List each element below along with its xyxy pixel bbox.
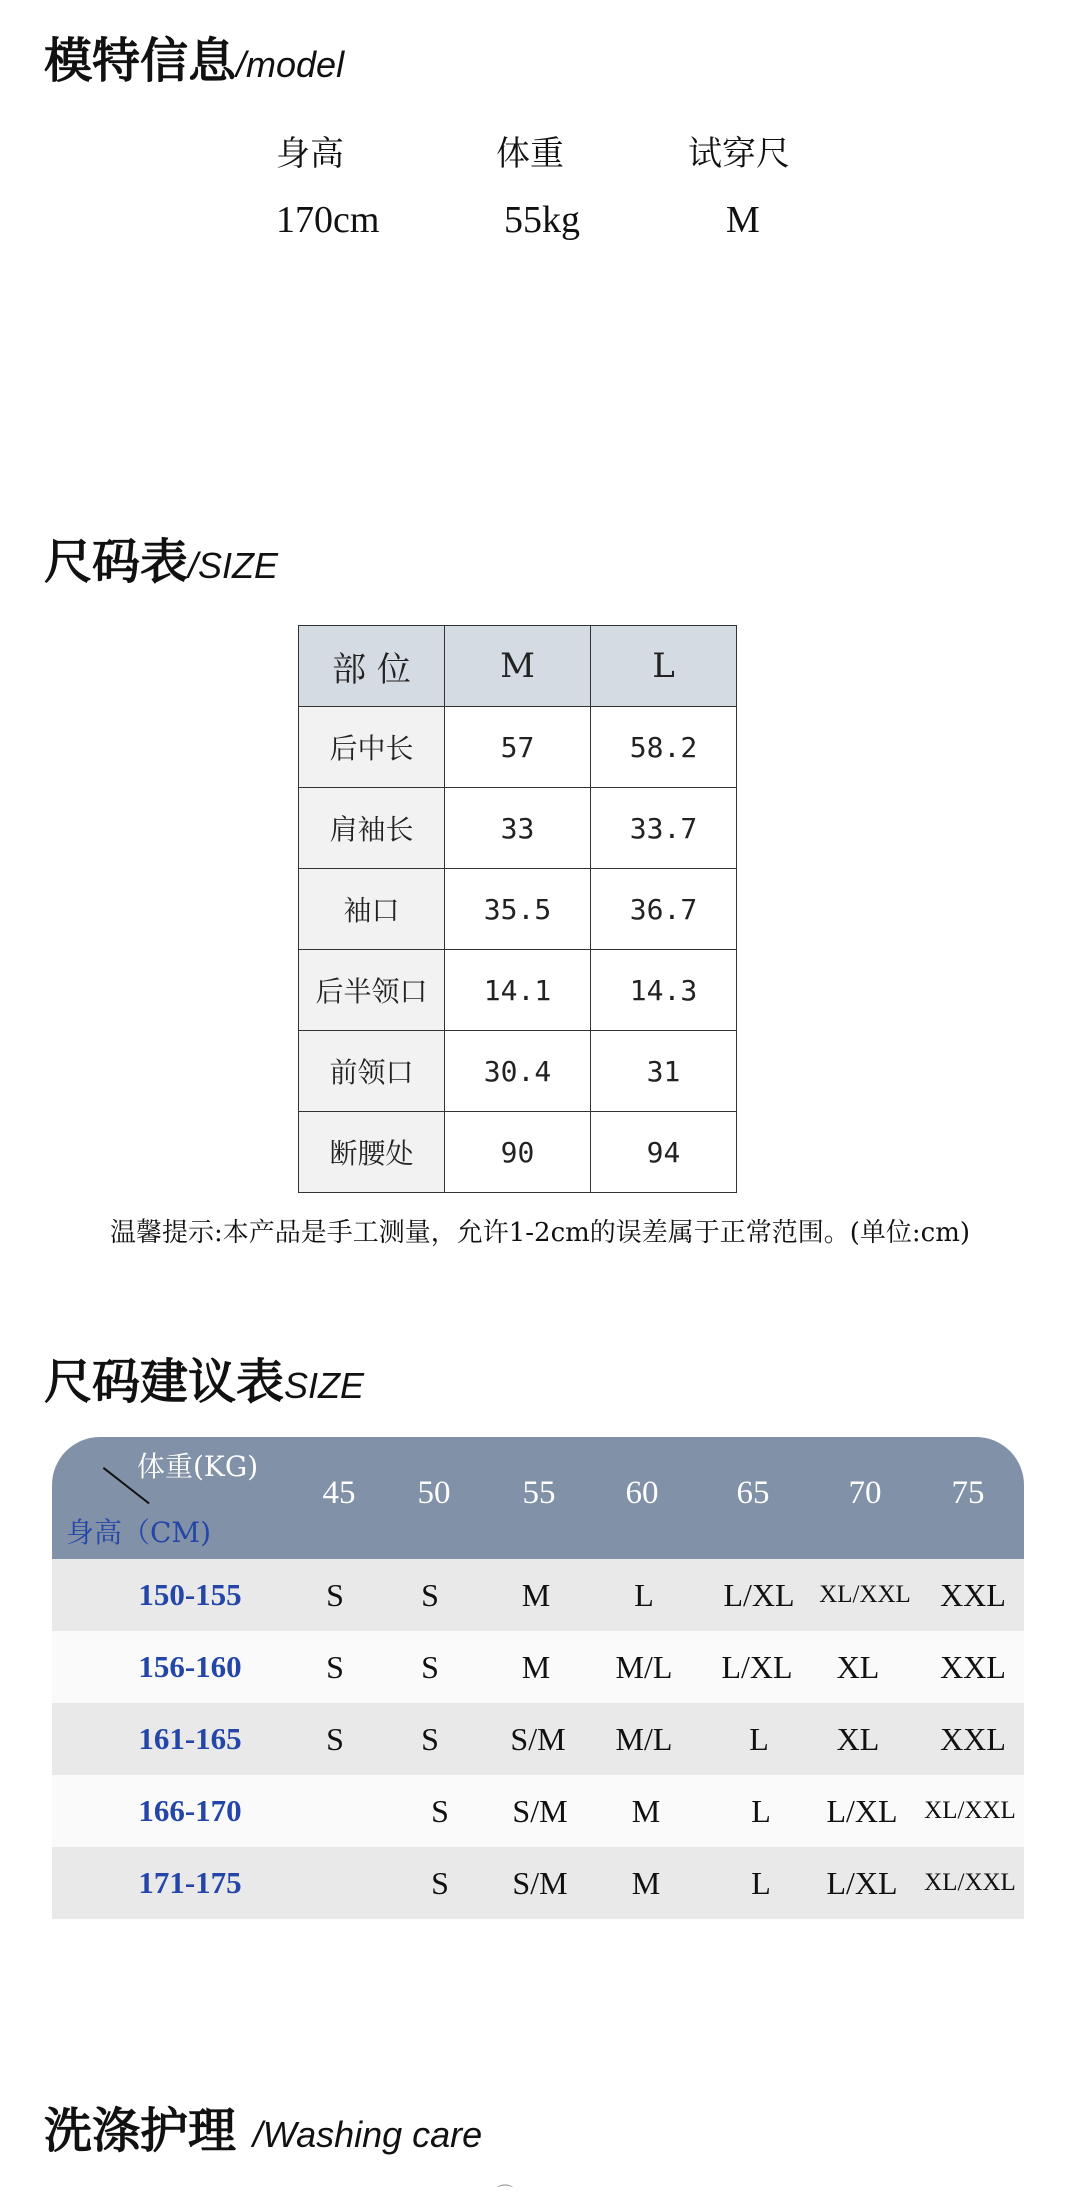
size-cell: S	[326, 1649, 344, 1685]
size-recommend-row	[52, 1631, 1024, 1703]
size-cell: L	[751, 1865, 771, 1901]
size-cell: M	[631, 1793, 661, 1829]
size-cell: S	[326, 1577, 344, 1613]
size-chart-part: 前领口	[299, 1031, 445, 1112]
size-chart-part: 肩袖长	[299, 788, 445, 869]
size-chart-header-m: M	[445, 626, 591, 707]
weight-column-header: 60	[625, 1475, 659, 1511]
size-cell: M	[521, 1577, 551, 1613]
size-recommend-header	[52, 1437, 1024, 1559]
size-chart-part: 断腰处	[299, 1112, 445, 1193]
size-chart-value-l: 36.7	[591, 869, 737, 950]
weight-column-header: 65	[736, 1475, 770, 1511]
size-cell: S/M	[512, 1865, 568, 1901]
size-chart-title-cn: 尺码表	[44, 534, 189, 590]
weight-column-header: 70	[848, 1475, 882, 1511]
size-chart-row	[299, 1031, 737, 1112]
washing-care-title-en: /Washing care	[252, 2114, 483, 2155]
size-cell: XXL	[940, 1649, 1006, 1685]
model-section-title	[44, 22, 344, 91]
size-cell: S	[326, 1721, 344, 1757]
washing-care-title	[44, 2092, 482, 2161]
height-range: 166-170	[138, 1793, 242, 1828]
size-recommend-row	[52, 1703, 1024, 1775]
size-chart-row	[299, 707, 737, 788]
model-title-cn: 模特信息	[44, 33, 237, 89]
size-cell: M/L	[615, 1721, 673, 1757]
size-recommend-table	[52, 1437, 1024, 1919]
size-chart-value-m: 30.4	[445, 1031, 591, 1112]
size-cell: M	[521, 1649, 551, 1685]
size-chart-table	[298, 625, 737, 1193]
size-cell: L/XL	[826, 1793, 898, 1829]
measurement-notice: 温馨提示:本产品是手工测量，允许1-2cm的误差属于正常范围。(单位:cm)	[109, 1218, 971, 1248]
size-cell: S	[421, 1721, 439, 1757]
size-cell: L/XL	[723, 1577, 795, 1613]
size-recommend-row	[52, 1559, 1024, 1631]
size-chart-value-l: 31	[591, 1031, 737, 1112]
size-chart-part: 后中长	[299, 707, 445, 788]
weight-column-header: 55	[522, 1475, 556, 1511]
model-label-weight: 体重	[496, 134, 564, 174]
size-cell: XL/XXL	[924, 1869, 1016, 1896]
model-value-trial-size: M	[726, 199, 760, 241]
size-chart-part: 袖口	[299, 869, 445, 950]
size-chart-value-l: 58.2	[591, 707, 737, 788]
size-chart-value-m: 14.1	[445, 950, 591, 1031]
size-cell: XL/XXL	[924, 1797, 1016, 1824]
weight-column-header: 45	[322, 1475, 356, 1511]
size-cell: S/M	[512, 1793, 568, 1829]
size-cell: S	[431, 1793, 449, 1829]
size-chart-title-en: /SIZE	[188, 545, 279, 586]
size-chart-value-m: 35.5	[445, 869, 591, 950]
size-cell: L/XL	[721, 1649, 793, 1685]
size-recommend-title	[44, 1343, 364, 1412]
size-cell: S	[421, 1649, 439, 1685]
size-cell: L	[751, 1793, 771, 1829]
size-cell: S	[421, 1577, 439, 1613]
size-chart-header-l: L	[591, 626, 737, 707]
size-cell: XL	[836, 1649, 880, 1685]
size-cell: XL/XXL	[819, 1581, 911, 1608]
weight-column-header: 50	[417, 1475, 451, 1511]
size-recommend-title-en: SIZE	[284, 1365, 365, 1406]
size-chart-value-l: 14.3	[591, 950, 737, 1031]
size-chart-row	[299, 1112, 737, 1193]
corner-weight-label: 体重(KG)	[137, 1450, 259, 1483]
size-cell: S/M	[510, 1721, 566, 1757]
size-cell: XXL	[940, 1577, 1006, 1613]
size-chart-value-m: 90	[445, 1112, 591, 1193]
size-cell: XXL	[940, 1721, 1006, 1757]
size-chart-value-m: 33	[445, 788, 591, 869]
weight-column-header: 75	[951, 1475, 985, 1511]
size-chart-value-l: 94	[591, 1112, 737, 1193]
height-range: 171-175	[138, 1865, 242, 1900]
size-chart-value-l: 33.7	[591, 788, 737, 869]
size-cell: M	[631, 1865, 661, 1901]
size-cell: L/XL	[826, 1865, 898, 1901]
height-range: 156-160	[138, 1649, 242, 1684]
size-cell: L	[749, 1721, 769, 1757]
size-chart-header-row	[299, 626, 737, 707]
washing-icon-partial: ⌒	[497, 2183, 514, 2202]
size-cell: L	[634, 1577, 654, 1613]
size-recommend-row	[52, 1847, 1024, 1919]
height-range: 150-155	[138, 1577, 242, 1612]
model-value-height: 170cm	[276, 199, 380, 241]
size-chart-row	[299, 788, 737, 869]
size-chart-title	[44, 523, 278, 592]
height-range: 161-165	[138, 1721, 242, 1756]
size-cell: XL	[836, 1721, 880, 1757]
corner-height-label: 身高（CM)	[66, 1516, 212, 1549]
model-label-height: 身高	[276, 134, 344, 174]
size-chart-row	[299, 950, 737, 1031]
washing-care-title-cn: 洗涤护理	[44, 2103, 237, 2159]
size-chart-value-m: 57	[445, 707, 591, 788]
size-chart-row	[299, 869, 737, 950]
model-title-en: /model	[236, 44, 345, 85]
size-recommend-title-cn: 尺码建议表	[44, 1354, 285, 1410]
size-cell: M/L	[615, 1649, 673, 1685]
size-chart-header-part: 部 位	[299, 626, 445, 707]
size-chart-part: 后半领口	[299, 950, 445, 1031]
model-value-weight: 55kg	[504, 199, 580, 241]
size-cell: S	[431, 1865, 449, 1901]
size-recommend-row	[52, 1775, 1024, 1847]
model-label-trial-size: 试穿尺	[688, 134, 790, 174]
